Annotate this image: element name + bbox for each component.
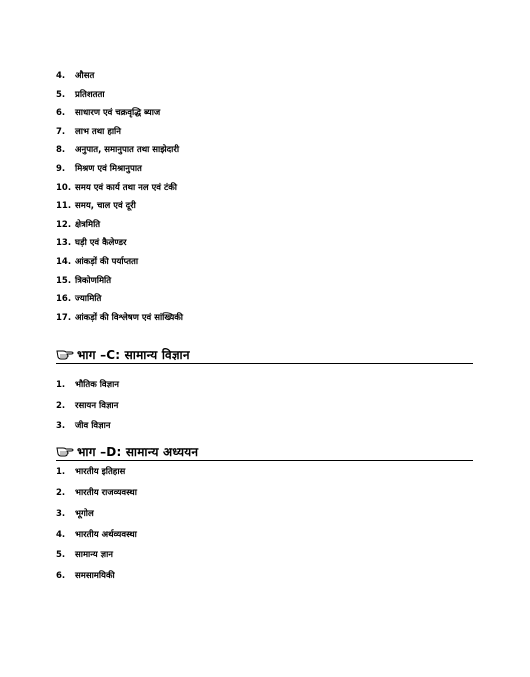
section-c-list (56, 375, 119, 437)
item-number: 16. (56, 294, 72, 305)
item-label: समसामयिकी (75, 571, 115, 582)
item-label: औसत (75, 71, 95, 82)
item-number: 10. (56, 182, 72, 193)
item-label: सामान्य ज्ञान (75, 550, 113, 561)
item-label: प्रतिशतता (75, 89, 105, 100)
list-item (56, 86, 183, 105)
list-item (56, 253, 183, 272)
section-c-heading (56, 345, 473, 364)
list-item (56, 566, 137, 587)
item-number: 7. (56, 126, 66, 137)
list-item (56, 462, 137, 483)
item-number: 4. (56, 71, 66, 82)
item-number: 15. (56, 275, 72, 286)
pointing-hand-icon (56, 348, 74, 360)
item-label: आंकड़ों की विश्लेषण एवं सांख्यिकी (75, 312, 183, 323)
item-number: 6. (56, 108, 66, 119)
section-d-title: भाग –D: सामान्य अध्ययन (77, 444, 199, 459)
item-label: आंकड़ों की पर्याप्तता (75, 256, 139, 267)
item-number: 12. (56, 219, 72, 230)
item-number: 5. (56, 550, 66, 561)
list-item (56, 545, 137, 566)
list-item (56, 197, 183, 216)
item-label: लाभ तथा हानि (75, 126, 121, 137)
list-item (56, 179, 183, 198)
item-label: भूगोल (75, 508, 94, 519)
section-d-list (56, 462, 137, 587)
item-label: समय एवं कार्य तथा नल एवं टंकी (75, 182, 177, 193)
list-item (56, 290, 183, 309)
item-label: साधारण एवं चक्रवृद्धि ब्याज (75, 108, 161, 119)
item-label: समय, चाल एवं दूरी (75, 201, 136, 212)
list-item (56, 67, 183, 86)
item-number: 13. (56, 238, 72, 249)
list-item (56, 375, 119, 396)
list-item (56, 141, 183, 160)
item-number: 3. (56, 421, 66, 431)
section-d-heading (56, 442, 473, 461)
item-label: भारतीय राजव्यवस्था (75, 487, 137, 498)
list-item (56, 123, 183, 142)
item-label: ज्यामिति (75, 294, 102, 305)
item-label: त्रिकोणमिति (75, 275, 112, 286)
list-item (56, 272, 183, 291)
list-item (56, 104, 183, 123)
item-label: भारतीय इतिहास (75, 467, 126, 478)
item-number: 14. (56, 256, 72, 267)
item-label: घड़ी एवं कैलेण्डर (75, 238, 127, 249)
item-number: 3. (56, 508, 66, 519)
item-number: 9. (56, 164, 66, 175)
item-number: 4. (56, 529, 66, 540)
list-item (56, 160, 183, 179)
list-item (56, 524, 137, 545)
pointing-hand-icon (56, 445, 74, 457)
item-number: 17. (56, 312, 72, 323)
list-item (56, 504, 137, 525)
item-label: अनुपात, समानुपात तथा साझेदारी (75, 145, 180, 156)
item-number: 1. (56, 380, 66, 390)
section-c-title: भाग –C: सामान्य विज्ञान (77, 347, 190, 362)
list-item (56, 483, 137, 504)
item-number: 11. (56, 201, 72, 212)
item-number: 1. (56, 467, 66, 478)
list-item (56, 309, 183, 328)
item-number: 2. (56, 400, 66, 411)
topic-list-continued (56, 67, 183, 327)
item-number: 8. (56, 145, 66, 156)
item-label: जीव विज्ञान (75, 421, 111, 431)
item-number: 2. (56, 487, 66, 498)
list-item (56, 234, 183, 253)
list-item (56, 396, 119, 417)
list-item (56, 216, 183, 235)
item-number: 5. (56, 89, 66, 100)
item-label: मिश्रण एवं मिश्रानुपात (75, 164, 142, 175)
item-label: भौतिक विज्ञान (75, 380, 120, 390)
item-label: रसायन विज्ञान (75, 400, 119, 411)
item-number: 6. (56, 571, 66, 582)
list-item (56, 416, 119, 437)
item-label: भारतीय अर्थव्यवस्था (75, 529, 137, 540)
item-label: क्षेत्रमिति (75, 219, 101, 230)
